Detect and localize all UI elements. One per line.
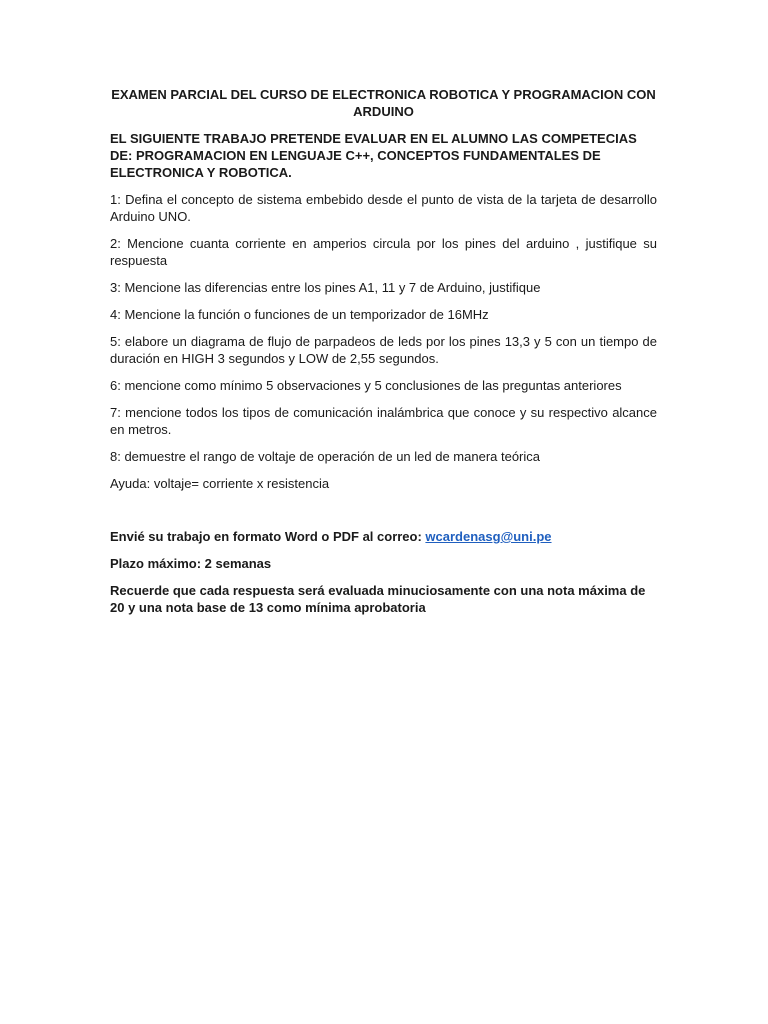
question-6: 6: mencione como mínimo 5 observaciones y 5 conclusiones de las preguntas anteriores	[110, 378, 622, 393]
email-link[interactable]: wcardenasg@uni.pe	[425, 529, 552, 544]
help-formula: Ayuda: voltaje= corriente x resistencia	[110, 476, 330, 491]
submission-text: Envié su trabajo en formato Word o PDF al correo:	[110, 529, 426, 544]
question-1: 1: Defina el concepto de sistema embebido desde el punto de vista de la tarjeta de desarrollo Arduino UNO.	[110, 192, 657, 224]
document-title: EXAMEN PARCIAL DEL CURSO DE ELECTRONICA ROBOTICA Y PROGRAMACION CON ARDUINO	[111, 87, 656, 119]
question-3: 3: Mencione las diferencias entre los pines A1, 11 y 7 de Arduino, justifique	[110, 280, 541, 295]
question-2: 2: Mencione cuanta corriente en amperios circula por los pines del arduino , justifique su respuesta	[110, 236, 657, 268]
question-4: 4: Mencione la función o funciones de un temporizador de 16MHz	[110, 307, 489, 322]
question-7: 7: mencione todos los tipos de comunicación inalámbrica que conoce y su respectivo alcance en metros.	[110, 405, 657, 437]
grading-note: Recuerde que cada respuesta será evaluada minuciosamente con una nota máxima de 20 y una nota base de 13 como mínima aprobatoria	[110, 583, 646, 615]
question-8: 8: demuestre el rango de voltaje de operación de un led de manera teórica	[110, 449, 541, 464]
question-5: 5: elabore un diagrama de flujo de parpadeos de leds por los pines 13,3 y 5 con un tiempo de duración en HIGH 3 segundos y LOW de 2,55 segundos.	[110, 334, 657, 366]
submission-instructions	[110, 528, 657, 545]
document-intro: EL SIGUIENTE TRABAJO PRETENDE EVALUAR EN EL ALUMNO LAS COMPETECIAS DE: PROGRAMACION EN LENGUAJE C++, CONCEPTOS FUNDAMENTALES DE ELECTRONICA Y ROBOTICA.	[110, 131, 637, 180]
deadline: Plazo máximo: 2 semanas	[110, 556, 272, 571]
document-page	[110, 86, 657, 626]
